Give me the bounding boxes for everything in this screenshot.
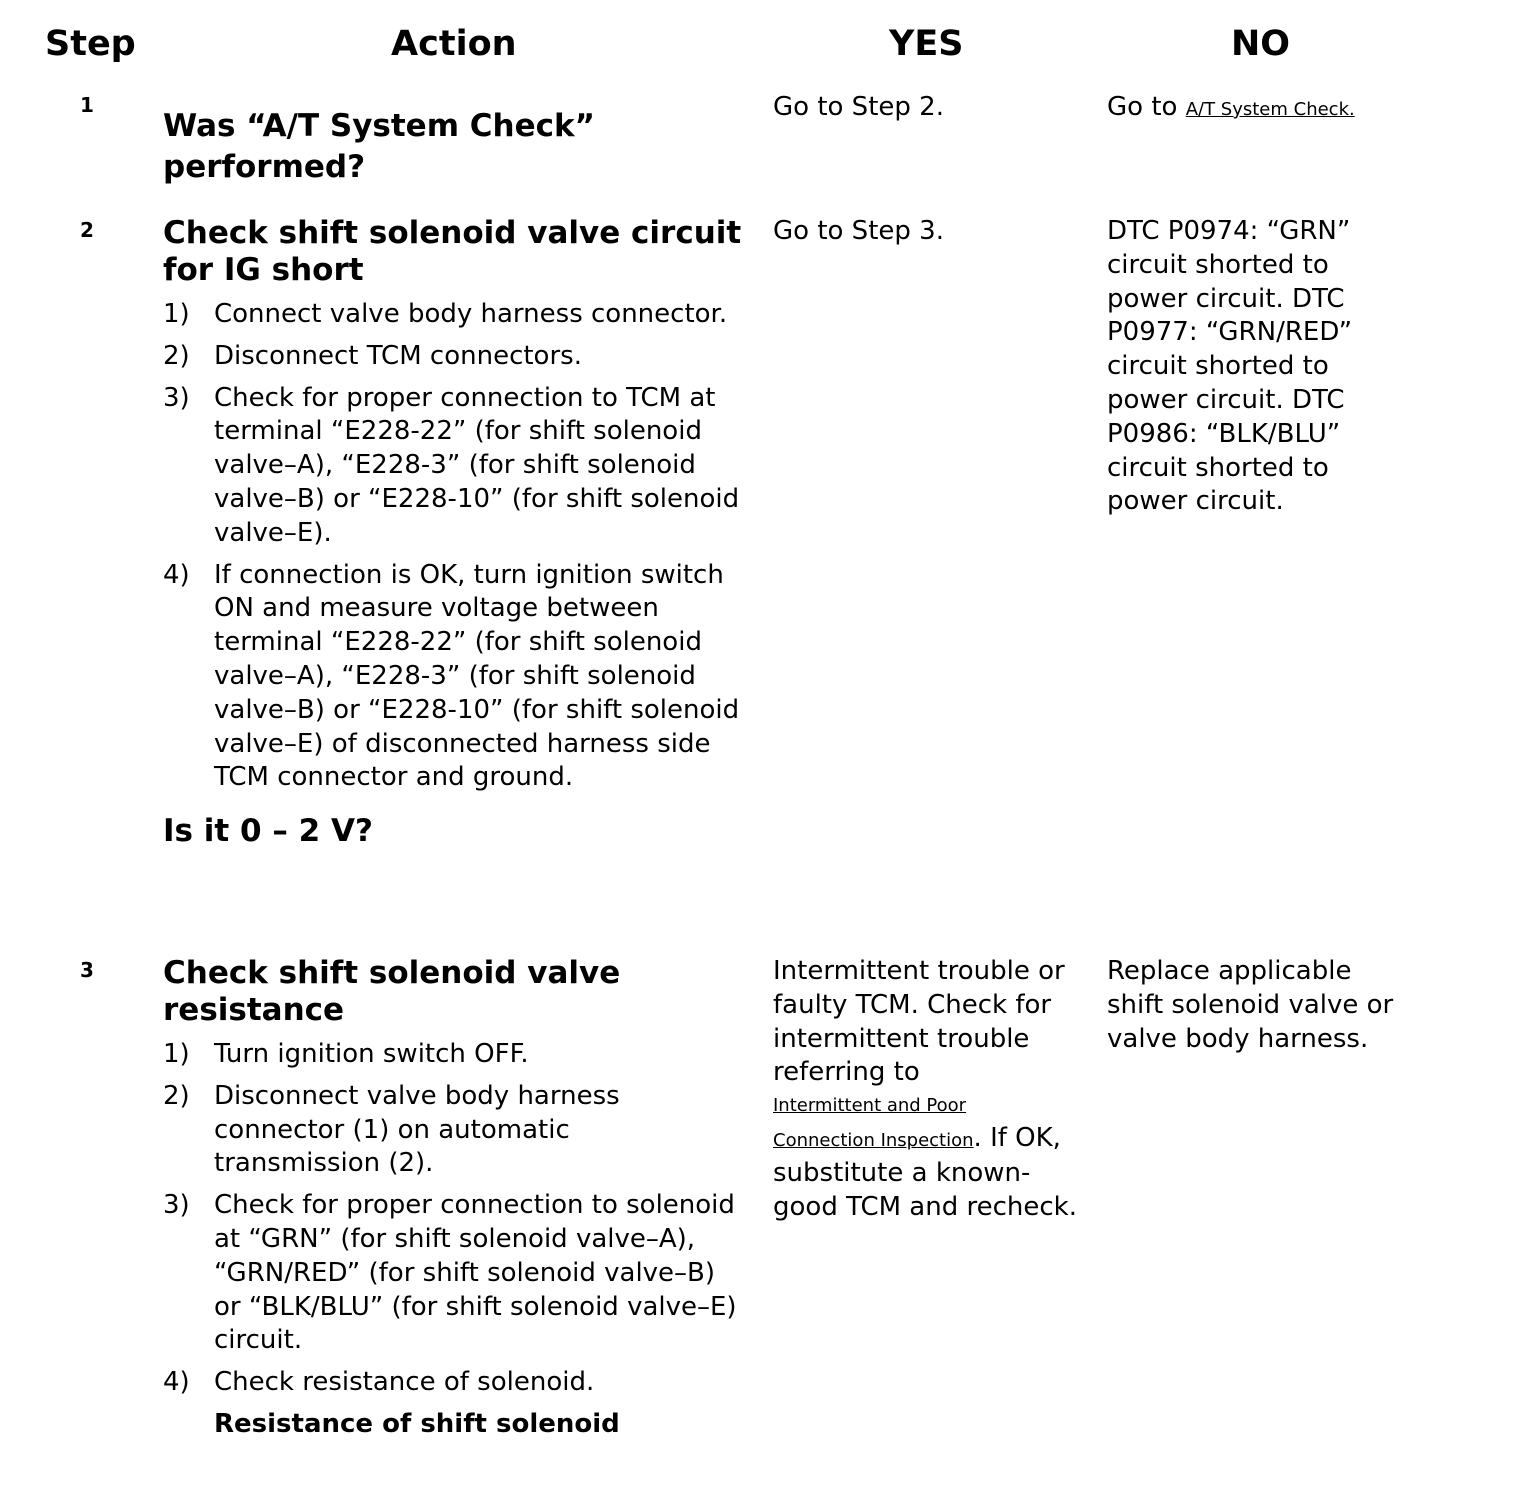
- list-item: 4) Check resistance of solenoid.: [163, 1367, 595, 1398]
- header-step: Step: [45, 24, 136, 64]
- yes-step-2: Go to Step 3.: [773, 216, 944, 246]
- action-step-2: [163, 215, 753, 851]
- action-step-3: [163, 955, 753, 1441]
- step-2-question: Is it 0 – 2 V?: [163, 813, 374, 850]
- step-2-instructions: [163, 298, 753, 795]
- yes-step-3-text: Intermittent trouble or faulty TCM. Check for intermittent trouble referring to: [773, 956, 1065, 1088]
- list-item: 3) Check for proper connection to TCM at terminal “E228-22” (for shift solenoid valve–A), “E228-3” (for shift solenoid valve–B) or “E228-10” (for shift solenoid valve–E).: [163, 382, 740, 548]
- list-item: 1) Turn ignition switch OFF.: [163, 1039, 529, 1069]
- step-number-2: 2: [80, 218, 94, 242]
- header-action: Action: [391, 24, 517, 64]
- step-3-instructions: [163, 1038, 738, 1400]
- intermittent-inspection-link-line-1[interactable]: Intermittent and Poor: [773, 1095, 967, 1117]
- step-number-3: 3: [80, 958, 94, 982]
- action-step-1: [163, 106, 663, 188]
- resistance-subheading: Resistance of shift solenoid: [214, 1408, 620, 1439]
- step-number-1: 1: [80, 93, 94, 117]
- at-system-check-link[interactable]: A/T System Check: [1185, 99, 1349, 120]
- list-item: 1) Connect valve body harness connector.: [163, 299, 728, 329]
- yes-step-1: Go to Step 2.: [773, 92, 944, 122]
- no-step-1-suffix: .: [1349, 99, 1355, 120]
- header-yes: YES: [889, 24, 964, 64]
- yes-step-3-suffix: . If OK, substitute a known-good TCM and recheck.: [773, 1123, 1077, 1222]
- step-2-title: Check shift solenoid valve circuit for IG short: [163, 215, 742, 288]
- list-item: 2) Disconnect TCM connectors.: [163, 340, 582, 371]
- list-item: 4) If connection is OK, turn ignition switch ON and measure voltage between terminal “E228-22” (for shift solenoid valve–A), “E228-3” (for shift solenoid valve–B) or “E228-10” (for shift solenoid valve–E) of disconnected harness side TCM connector and ground.: [163, 559, 740, 793]
- step-1-title: Was “A/T System Check” performed?: [163, 108, 596, 185]
- no-step-1-prefix: Go to: [1107, 92, 1186, 122]
- yes-step-3: [773, 955, 1093, 1225]
- step-3-title: Check shift solenoid valve resistance: [163, 955, 621, 1028]
- list-item: 3) Check for proper connection to solenoid at “GRN” (for shift solenoid valve–A), “GRN/RED” (for shift solenoid valve–B) or “BLK/BLU” (for shift solenoid valve–E) circuit.: [163, 1190, 737, 1356]
- list-item: 2) Disconnect valve body harness connector (1) on automatic transmission (2).: [163, 1080, 620, 1179]
- no-step-1: [1107, 91, 1427, 127]
- no-step-2: DTC P0974: “GRN” circuit shorted to power circuit. DTC P0977: “GRN/RED” circuit shorted to power circuit. DTC P0986: “BLK/BLU” circuit shorted to power circuit.: [1107, 216, 1353, 517]
- no-step-3: Replace applicable shift solenoid valve or valve body harness.: [1107, 956, 1394, 1054]
- intermittent-inspection-link-line-2[interactable]: Connection Inspection: [773, 1130, 974, 1152]
- header-no: NO: [1231, 24, 1291, 64]
